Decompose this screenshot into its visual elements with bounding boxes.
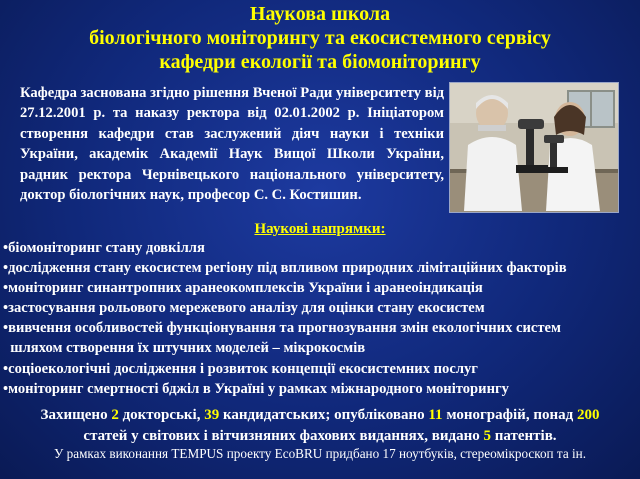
- intro-paragraph: Кафедра заснована згідно рішення Вченої Ради університету від 27.12.2001 р. та наказу ректора від 02.01.2002 р. Ініціатором створення кафедри став заслужений діяч науки і техніки України, академік Академії Наук Вищої Школи України, радник ректора Чернівецького національного університету, доктор біологічних наук, професор С. С. Костишин.: [20, 85, 444, 204]
- summary-line-1: [0, 405, 640, 426]
- research-directions-list: [3, 238, 637, 399]
- list-item: •дослідження стану екосистем регіону під впливом природних лімітаційних факторів: [3, 260, 567, 277]
- lab-photo-illustration: [450, 83, 618, 212]
- summary-line-2: [0, 426, 640, 447]
- list-item: •біомоніторинг стану довкілля: [3, 240, 205, 256]
- achievements-summary: [0, 405, 640, 447]
- list-item: •моніторинг синантропних аранеокомплексів України і аранеоіндикація: [3, 280, 483, 297]
- summary-text: монографій, понад: [442, 407, 577, 423]
- patent-count: 5: [483, 428, 491, 444]
- title-line-3: кафедри екології та біомоніторингу: [159, 51, 481, 73]
- candidate-count: 39: [204, 407, 220, 423]
- monograph-count: 11: [428, 407, 443, 423]
- list-item: •моніторинг смертності бджіл в Україні у рамках міжнародного моніторингу: [3, 380, 509, 397]
- list-item: •соціоекологічні дослідження і розвиток концепції екосистемних послуг: [3, 360, 478, 377]
- list-item: шляхом створення їх штучних моделей – мікрокосмів: [3, 340, 366, 357]
- page-title: [0, 2, 640, 74]
- summary-text: Захищено: [40, 407, 112, 423]
- list-item: •вивчення особливостей функціонування та прогнозування змін екологічних систем: [3, 320, 561, 337]
- doctoral-count: 2: [111, 407, 119, 423]
- summary-text: патентів.: [491, 428, 557, 444]
- title-line-2: біологічного моніторингу та екосистемного сервісу: [89, 27, 551, 49]
- summary-text: кандидатських; опубліковано: [219, 407, 429, 423]
- article-count: 200: [576, 407, 600, 423]
- summary-text: докторські,: [118, 407, 205, 423]
- research-directions-heading: Наукові напрямки:: [254, 221, 386, 237]
- lab-photo: [449, 82, 619, 213]
- summary-text: статей у світових і вітчизняних фахових виданнях, видано: [83, 428, 484, 444]
- title-line-1: Наукова школа: [249, 3, 391, 25]
- list-item: •застосування рольового мережевого аналізу для оцінки стану екосистем: [3, 300, 485, 317]
- tempus-footnote: У рамках виконання TEMPUS проекту EcoBRU придбано 17 ноутбуків, стереомікроскоп та ін.: [53, 446, 587, 461]
